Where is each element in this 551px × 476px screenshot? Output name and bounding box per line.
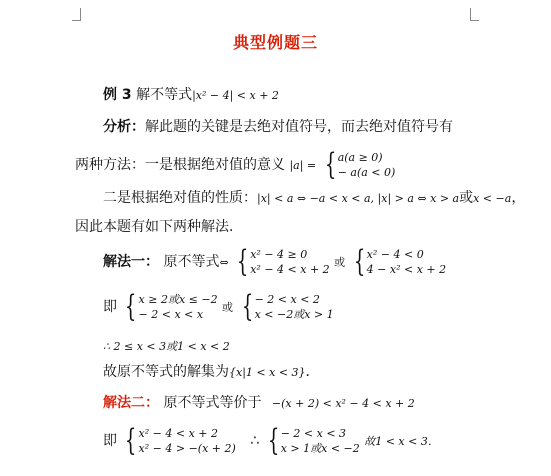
method1-or: 或 (334, 256, 346, 269)
conclusion-text: 故原不等式的解集为 (103, 364, 229, 380)
system-5-row-1: x² − 4 < x + 2 (138, 427, 218, 440)
analysis-text-1: 解此题的关键是去绝对值符号，而去绝对值符号有 (145, 119, 453, 135)
method1-line-3 (103, 336, 230, 357)
abs-property-tail: x < −a (473, 192, 512, 205)
system-4 (238, 289, 334, 324)
method1-text: 原不等式 (163, 254, 220, 270)
system-3 (121, 289, 218, 324)
example-expr: |x² − 4| < x + 2 (192, 89, 279, 102)
analysis-text-2: 两种方法：一是根据绝对值的意义 (75, 157, 285, 173)
brace-icon: { (125, 423, 137, 458)
method2-label: 解法二： (103, 395, 159, 411)
analysis-line-1 (103, 117, 453, 137)
conclusion-period: ． (305, 364, 320, 380)
system-6-row-1: − 2 < x < 3 (280, 427, 347, 440)
system-4-row-1: − 2 < x < 2 (254, 293, 320, 306)
solution-set: {x|1 < x < 3} (229, 366, 306, 379)
example-line (103, 85, 279, 106)
system-5-row-2: x² − 4 > −(x + 2) (138, 442, 236, 455)
system-6-row-2: x > 1或x < −2 (280, 442, 360, 455)
brace-icon: { (267, 423, 279, 458)
system-6 (264, 423, 360, 458)
method1-or-2: 或 (222, 301, 234, 314)
analysis-comma: ， (511, 190, 526, 206)
system-3-row-2: − 2 < x < x (138, 308, 204, 321)
analysis-text-3: 二是根据绝对值的性质： (103, 190, 257, 206)
brace-icon: { (241, 289, 253, 324)
method1-line-2 (103, 289, 334, 324)
equiv-symbol: ⇔ (219, 256, 229, 269)
method2-therefore: ∴ (250, 433, 260, 449)
method2-ji: 即 (103, 433, 117, 449)
method2-line-1 (103, 393, 415, 414)
abs-property: |x| < a ⇔ −a < x < a, |x| > a ⇔ x > a (257, 192, 460, 205)
abs-cases (321, 147, 396, 182)
system-4-row-2: x < −2或x > 1 (254, 308, 334, 321)
method1-line-4 (103, 362, 320, 383)
crop-mark-top-right (470, 8, 479, 21)
analysis-label: 分析： (103, 119, 145, 135)
brace-icon: { (125, 289, 137, 324)
example-text: 解不等式 (136, 87, 193, 103)
system-1-row-1: x² − 4 ≥ 0 (250, 248, 308, 261)
system-2-row-1: x² − 4 < 0 (366, 248, 424, 261)
system-2 (350, 244, 447, 279)
analysis-line-4 (75, 217, 243, 237)
method2-text: 原不等式等价于 (163, 395, 262, 411)
method1-ji: 即 (103, 299, 117, 315)
method2-line-2 (103, 423, 439, 458)
analysis-line-3 (103, 188, 525, 209)
analysis-or: 或 (459, 190, 474, 206)
system-2-row-2: 4 − x² < x + 2 (366, 263, 447, 276)
analysis-text-4: 因此本题有如下两种解法． (75, 219, 243, 235)
system-1-row-2: x² − 4 < x + 2 (250, 263, 330, 276)
abs-case-1: a(a ≥ 0) (337, 151, 383, 164)
method1-label: 解法一： (103, 254, 159, 270)
abs-case-2: − a(a < 0) (337, 166, 396, 179)
brace-icon: { (324, 147, 336, 182)
abs-definition: |a| = (289, 159, 317, 172)
example-label: 例 3 (103, 87, 132, 103)
method1-line-1 (103, 244, 447, 279)
system-5 (121, 423, 236, 458)
method2-final: 故1 < x < 3． (364, 435, 439, 448)
page-title: 典型例题三 (232, 33, 318, 52)
system-1 (233, 244, 330, 279)
brace-icon: { (353, 244, 365, 279)
system-3-row-1: x ≥ 2或x ≤ −2 (138, 293, 218, 306)
brace-icon: { (236, 244, 249, 279)
analysis-line-2 (75, 147, 396, 182)
crop-mark-top-left (72, 8, 81, 21)
method1-therefore: ∴ 2 ≤ x < 3或1 < x < 2 (103, 340, 230, 353)
method2-expr: −(x + 2) < x² − 4 < x + 2 (271, 397, 415, 410)
